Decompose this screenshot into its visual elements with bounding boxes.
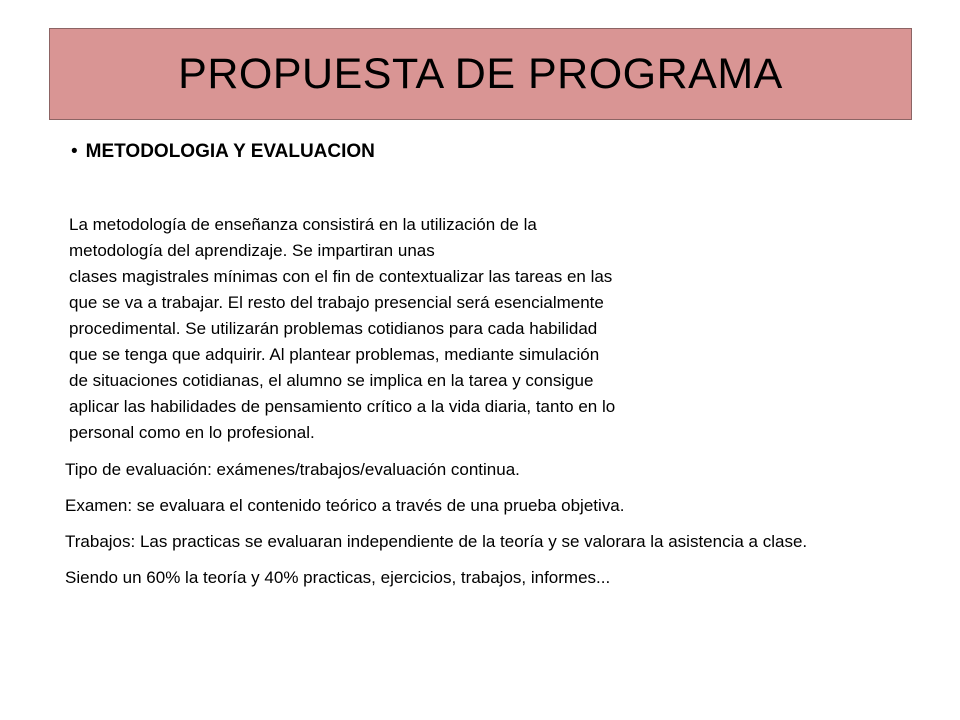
paragraph-line: personal como en lo profesional. [69,423,315,442]
evaluation-exam: Examen: se evaluara el contenido teórico a través de una prueba objetiva. [65,496,625,515]
paragraph-line: que se va a trabajar. El resto del trabajo presencial será esencialmente [69,293,604,312]
paragraph-line: La metodología de enseñanza consistirá en la utilización de la [69,215,537,234]
methodology-paragraph [69,212,769,446]
evaluation-list [65,458,825,602]
bullet-icon: • [71,141,78,162]
paragraph-line: clases magistrales mínimas con el fin de contextualizar las tareas en las [69,267,613,286]
evaluation-weighting: Siendo un 60% la teoría y 40% practicas, ejercicios, trabajos, informes... [65,568,611,587]
paragraph-line: de situaciones cotidianas, el alumno se implica en la tarea y consigue [69,371,594,390]
evaluation-type: Tipo de evaluación: exámenes/trabajos/evaluación continua. [65,460,520,479]
paragraph-line: procedimental. Se utilizarán problemas cotidianos para cada habilidad [69,319,598,338]
paragraph-line: aplicar las habilidades de pensamiento crítico a la vida diaria, tanto en lo [69,397,616,416]
section-heading-text: METODOLOGIA Y EVALUACION [85,141,375,162]
evaluation-works: Trabajos: Las practicas se evaluaran independiente de la teoría y se valorara la asistencia a clase. [65,532,808,551]
section-heading [71,141,375,163]
paragraph-line: que se tenga que adquirir. Al plantear problemas, mediante simulación [69,345,600,364]
title-banner [49,28,912,120]
slide-title: PROPUESTA DE PROGRAMA [178,49,783,98]
paragraph-line: metodología del aprendizaje. Se impartiran unas [69,241,435,260]
